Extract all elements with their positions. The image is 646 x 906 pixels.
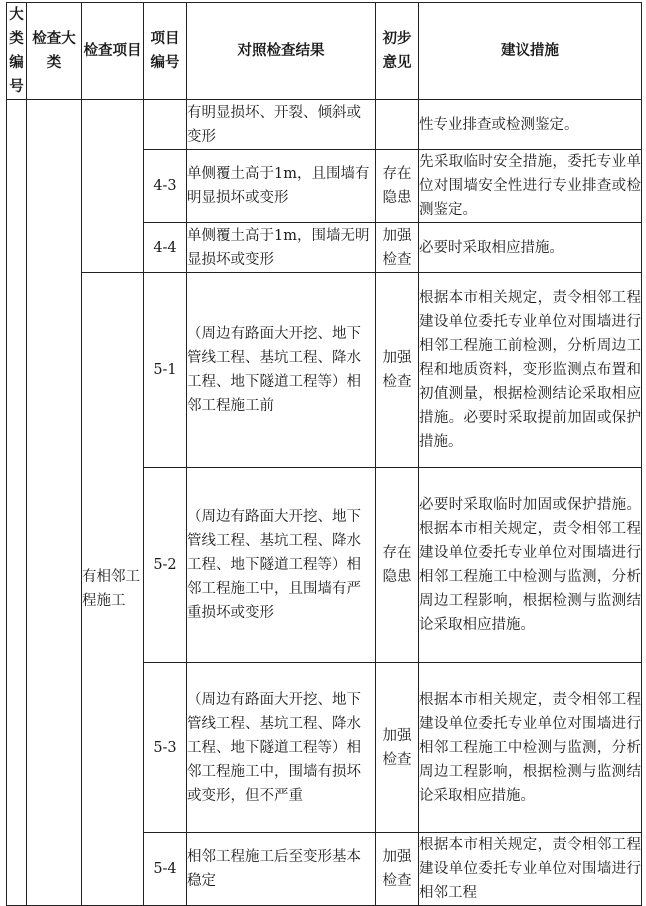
opinion <box>376 100 419 150</box>
measure: 根据本市相关规定，责令相邻工程建设单位委托专业单位对围墙进行相邻工程施工前检测，分析周边工程和地质资料，变形监测点布置和初值测量，根据检测结论采取相应措施。必要时采取提前加固或保护措施。 <box>419 273 642 468</box>
opinion: 加强检查 <box>376 833 419 906</box>
measure: 根据本市相关规定，责令相邻工程建设单位委托专业单位对围墙进行相邻工程 <box>419 833 642 906</box>
table-row <box>7 100 642 150</box>
header-category-number: 大类编号 <box>7 3 27 100</box>
table-header-row <box>7 3 642 100</box>
header-inspection-item: 检查项目 <box>82 3 144 100</box>
check-result: 单侧覆土高于1m，且围墙有明显损坏或变形 <box>187 150 376 223</box>
measure: 必要时采取临时加固或保护措施。根据本市相关规定，责令相邻工程建设单位委托专业单位对围墙进行相邻工程施工中检测与监测，分析周边工程影响，根据检测与监测结论采取相应措施。 <box>419 468 642 663</box>
measure: 先采取临时安全措施，委托专业单位对围墙安全性进行专业排查或检测鉴定。 <box>419 150 642 223</box>
opinion: 加强检查 <box>376 663 419 833</box>
check-result: （周边有路面大开挖、地下管线工程、基坑工程、降水工程、地下隧道工程等）相邻工程施工中，围墙有损坏或变形，但不严重 <box>187 663 376 833</box>
opinion: 加强检查 <box>376 223 419 273</box>
check-result: 有明显损坏、开裂、倾斜或变形 <box>187 100 376 150</box>
item-code: 4-4 <box>144 223 187 273</box>
item-code <box>144 100 187 150</box>
opinion: 存在隐患 <box>376 468 419 663</box>
header-inspection-category: 检查大类 <box>27 3 82 100</box>
item-code: 5-4 <box>144 833 187 906</box>
check-result: （周边有路面大开挖、地下管线工程、基坑工程、降水工程、地下隧道工程等）相邻工程施工前 <box>187 273 376 468</box>
item-code: 5-2 <box>144 468 187 663</box>
measure: 根据本市相关规定，责令相邻工程建设单位委托专业单位对围墙进行相邻工程施工中检测与监测，分析周边工程影响，根据检测与监测结论采取相应措施。 <box>419 663 642 833</box>
category-number-cell <box>7 100 27 906</box>
header-item-number: 项目编号 <box>144 3 187 100</box>
header-preliminary-opinion: 初步意见 <box>376 3 419 100</box>
check-result: （周边有路面大开挖、地下管线工程、基坑工程、降水工程、地下隧道工程等）相邻工程施工中，且围墙有严重损坏或变形 <box>187 468 376 663</box>
inspection-item-cell <box>82 100 144 273</box>
measure: 性专业排查或检测鉴定。 <box>419 100 642 150</box>
inspection-category-cell <box>27 100 82 906</box>
item-code: 5-1 <box>144 273 187 468</box>
inspection-item-adjacent-construction: 有相邻工程施工 <box>82 273 144 906</box>
check-result: 相邻工程施工后至变形基本稳定 <box>187 833 376 906</box>
item-code: 4-3 <box>144 150 187 223</box>
inspection-table <box>6 2 642 906</box>
item-code: 5-3 <box>144 663 187 833</box>
header-check-result: 对照检查结果 <box>187 3 376 100</box>
check-result: 单侧覆土高于1m，围墙无明显损坏或变形 <box>187 223 376 273</box>
header-suggested-measures: 建议措施 <box>419 3 642 100</box>
opinion: 加强检查 <box>376 273 419 468</box>
measure: 必要时采取相应措施。 <box>419 223 642 273</box>
opinion: 存在隐患 <box>376 150 419 223</box>
table-row <box>7 273 642 468</box>
